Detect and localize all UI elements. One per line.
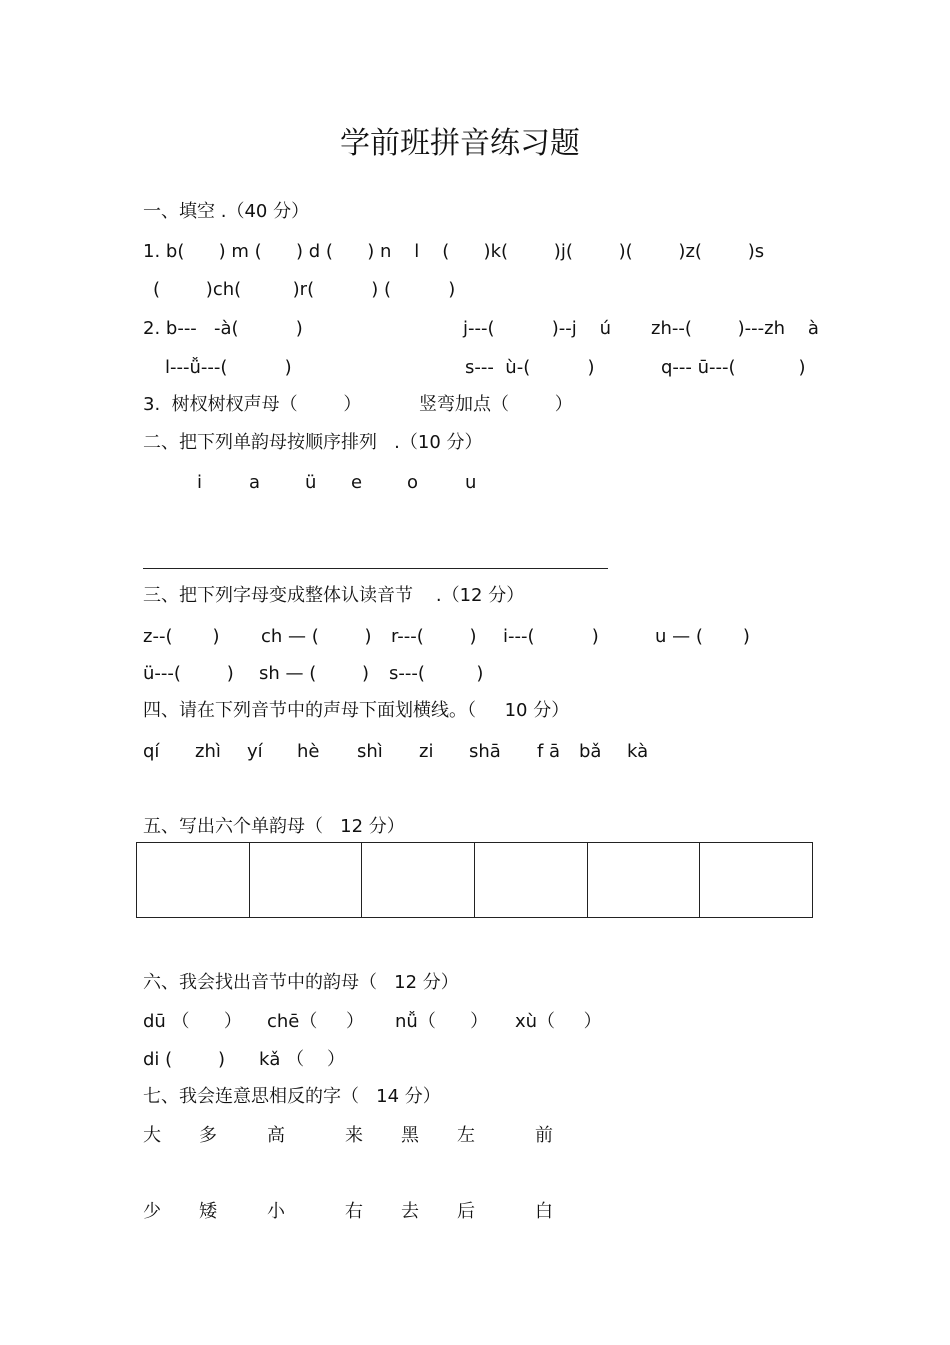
section-6-heading: 六、我会找出音节中的韵母（ 12 分） xyxy=(143,972,459,993)
syllable-item: z--( ) xyxy=(143,626,220,647)
antonym-char: 黑 xyxy=(401,1125,419,1146)
pinyin-syllable: zhì xyxy=(195,741,221,762)
answer-box[interactable] xyxy=(474,843,587,917)
fill-q2-line2-b: s--- ù-( ) xyxy=(465,357,595,378)
section-4-heading: 四、请在下列音节中的声母下面划横线。（ 10 分） xyxy=(143,700,570,721)
final-item: chē（ ） xyxy=(267,1011,364,1032)
antonym-char: 右 xyxy=(345,1201,363,1222)
pinyin-syllable: yí xyxy=(247,741,263,762)
antonym-char: 多 xyxy=(199,1125,217,1146)
section-1-heading: 一、填空 .（40 分） xyxy=(143,201,310,222)
syllable-item: ü---( ) xyxy=(143,663,234,684)
answer-box[interactable] xyxy=(361,843,474,917)
section-2-heading: 二、把下列单韵母按顺序排列 .（10 分） xyxy=(143,432,483,453)
pinyin-syllable: f ā xyxy=(537,741,561,762)
pinyin-syllable: shì xyxy=(357,741,383,762)
vowel-letter: o xyxy=(407,472,419,493)
answer-box-grid xyxy=(136,842,813,918)
antonym-char: 小 xyxy=(267,1201,285,1222)
antonym-char: 大 xyxy=(143,1125,161,1146)
fill-q2-line1-c: zh--( )---zh à xyxy=(651,318,819,339)
syllable-item: s---( ) xyxy=(389,663,484,684)
section-5-heading: 五、写出六个单韵母（ 12 分） xyxy=(143,816,405,837)
antonym-char: 去 xyxy=(401,1201,419,1222)
section-7-heading: 七、我会连意思相反的字（ 14 分） xyxy=(143,1086,441,1107)
antonym-char: 前 xyxy=(535,1125,553,1146)
fill-q3-a: 3. 树杈树杈声母（ ） xyxy=(143,394,362,415)
antonym-char: 高 xyxy=(267,1125,285,1146)
vowel-letter: u xyxy=(465,472,477,493)
fill-q3-b: 竖弯加点（ ） xyxy=(419,394,573,415)
answer-line xyxy=(143,568,608,569)
syllable-item: sh — ( ) xyxy=(259,663,370,684)
fill-q2-line1-b: j---( )--j ú xyxy=(463,318,612,339)
fill-q2-line2-c: q--- ū---( ) xyxy=(661,357,806,378)
answer-box[interactable] xyxy=(137,843,249,917)
final-item: nǚ（ ） xyxy=(395,1011,489,1032)
antonym-char: 后 xyxy=(457,1201,475,1222)
antonym-char: 少 xyxy=(143,1201,161,1222)
final-item: xù（ ） xyxy=(515,1011,602,1032)
syllable-item: u — ( ) xyxy=(655,626,750,647)
pinyin-syllable: qí xyxy=(143,741,160,762)
antonym-char: 矮 xyxy=(199,1201,217,1222)
antonym-char: 来 xyxy=(345,1125,363,1146)
fill-q2-line2-a: l---ǚ---( ) xyxy=(165,357,292,378)
pinyin-syllable: hè xyxy=(297,741,320,762)
fill-q1-line1: 1. b( ) m ( ) d ( ) n l ( )k( )j( )( )z( )s xyxy=(143,241,765,262)
answer-box[interactable] xyxy=(587,843,700,917)
answer-box[interactable] xyxy=(699,843,812,917)
final-item: di ( ) xyxy=(143,1049,225,1070)
syllable-item: r---( ) xyxy=(391,626,477,647)
fill-q1-line2: ( )ch( )r( ) ( ) xyxy=(153,279,456,300)
vowel-letter: i xyxy=(197,472,203,493)
vowel-letter: a xyxy=(249,472,261,493)
antonym-char: 左 xyxy=(457,1125,475,1146)
pinyin-syllable: bǎ xyxy=(579,741,602,762)
vowel-letter: ü xyxy=(305,472,317,493)
section-3-heading: 三、把下列字母变成整体认读音节 .（12 分） xyxy=(143,585,525,606)
fill-q2-line1-a: 2. b--- -à( ) xyxy=(143,318,303,339)
pinyin-syllable: zi xyxy=(419,741,434,762)
syllable-item: i---( ) xyxy=(503,626,599,647)
antonym-char: 白 xyxy=(535,1201,553,1222)
page-title: 学前班拼音练习题 xyxy=(340,126,580,161)
answer-box[interactable] xyxy=(249,843,362,917)
pinyin-syllable: kà xyxy=(627,741,649,762)
vowel-letter: e xyxy=(351,472,363,493)
pinyin-syllable: shā xyxy=(469,741,501,762)
final-item: kǎ （ ） xyxy=(259,1049,346,1070)
final-item: dū （ ） xyxy=(143,1011,242,1032)
syllable-item: ch — ( ) xyxy=(261,626,372,647)
